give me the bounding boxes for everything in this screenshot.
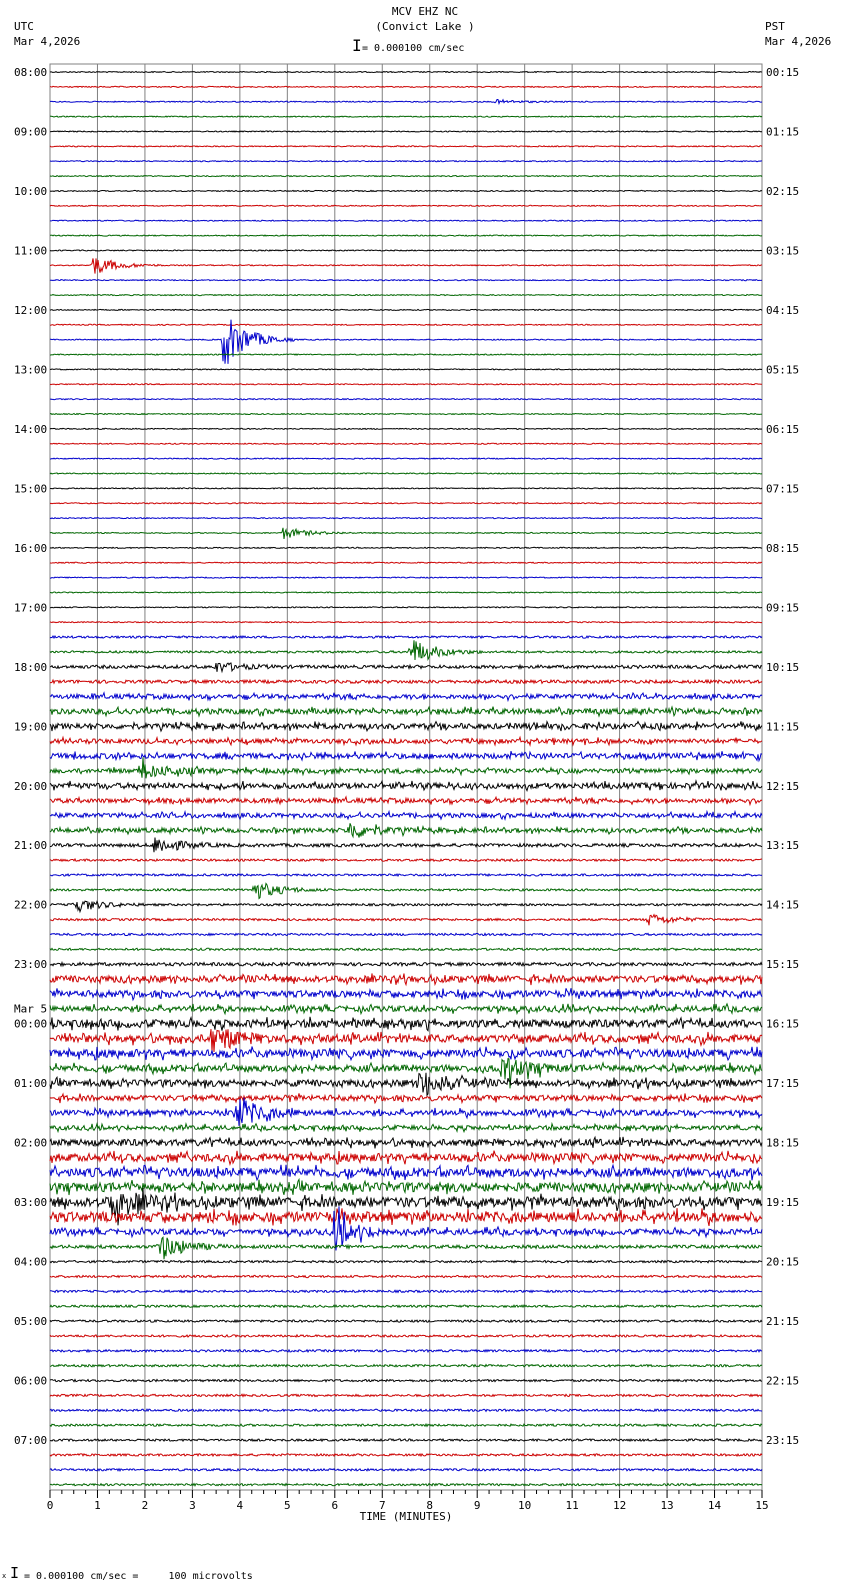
seismic-trace <box>50 823 762 837</box>
right-timezone: PST <box>765 20 785 33</box>
seismic-trace <box>50 176 762 177</box>
seismic-trace <box>50 1237 762 1259</box>
pst-hour-label: 08:15 <box>766 541 800 555</box>
pst-hour-label: 15:15 <box>766 958 800 972</box>
seismic-trace <box>50 948 762 950</box>
seismic-trace <box>50 737 762 745</box>
utc-hour-label: 21:00 <box>14 839 48 853</box>
seismic-trace <box>50 1261 762 1263</box>
x-tick-label: 1 <box>94 1499 101 1512</box>
seismic-trace <box>50 901 762 912</box>
seismic-trace <box>50 1320 762 1322</box>
seismic-trace <box>50 235 762 236</box>
seismic-trace <box>50 72 762 73</box>
seismic-trace <box>50 369 762 370</box>
seismic-trace <box>50 295 762 296</box>
x-tick-label: 11 <box>565 1499 579 1512</box>
x-tick-label: 13 <box>660 1499 674 1512</box>
seismic-trace <box>50 751 762 761</box>
x-tick-label: 15 <box>755 1499 769 1512</box>
pst-hour-label: 13:15 <box>766 839 800 853</box>
x-tick-label: 10 <box>518 1499 532 1512</box>
seismic-trace <box>50 309 762 310</box>
utc-hour-label: 05:00 <box>14 1315 48 1329</box>
pst-hour-label: 01:15 <box>766 125 800 139</box>
seismic-trace <box>50 963 762 966</box>
seismic-trace <box>50 280 762 281</box>
seismic-trace <box>50 1469 762 1471</box>
utc-hour-label: 12:00 <box>14 303 48 317</box>
seismic-trace <box>50 1454 762 1456</box>
seismic-trace <box>50 680 762 683</box>
seismic-trace <box>50 1029 762 1052</box>
seismic-trace <box>50 640 762 660</box>
x-tick-label: 9 <box>473 1499 481 1512</box>
pst-hour-label: 14:15 <box>766 898 800 912</box>
seismic-trace <box>50 220 762 221</box>
utc-hour-label: 11:00 <box>14 244 48 258</box>
seismic-trace <box>50 190 762 191</box>
seismic-trace <box>50 131 762 132</box>
x-tick-label: 4 <box>236 1499 244 1512</box>
seismic-trace <box>50 443 762 444</box>
pst-hour-label: 21:15 <box>766 1315 800 1329</box>
seismic-trace <box>50 874 762 876</box>
utc-hour-label: 22:00 <box>14 898 48 912</box>
pst-hour-label: 02:15 <box>766 184 800 198</box>
utc-hour-label: 18:00 <box>14 660 48 674</box>
seismic-trace <box>50 161 762 162</box>
seismic-trace <box>50 1394 762 1396</box>
seismic-trace <box>50 915 762 926</box>
seismic-trace <box>50 1290 762 1292</box>
seismic-trace <box>50 399 762 400</box>
seismic-trace <box>50 622 762 623</box>
x-tick-label: 3 <box>189 1499 196 1512</box>
pst-hour-label: 03:15 <box>766 244 800 258</box>
seismic-trace <box>50 1350 762 1352</box>
seismic-trace <box>50 1180 762 1196</box>
utc-hour-label: 03:00 <box>14 1196 48 1210</box>
seismic-trace <box>50 1365 762 1367</box>
seismic-trace <box>50 562 762 563</box>
seismic-trace <box>50 1151 762 1165</box>
pst-hour-label: 17:15 <box>766 1077 800 1091</box>
x-tick-label: 6 <box>331 1499 339 1512</box>
seismic-trace <box>50 518 762 519</box>
utc-hour-label: 04:00 <box>14 1255 48 1269</box>
footer-scale-bar-icon: I <box>10 1564 20 1582</box>
station-title: MCV EHZ NC <box>391 5 459 18</box>
seismic-trace <box>50 414 762 415</box>
utc-hour-label: 01:00 <box>14 1077 48 1091</box>
seismic-trace <box>50 607 762 608</box>
pst-hour-label: 19:15 <box>766 1196 800 1210</box>
seismic-trace <box>50 663 762 672</box>
seismic-trace <box>50 1047 762 1061</box>
seismic-trace <box>50 1380 762 1382</box>
seismic-trace <box>50 838 762 853</box>
pst-hour-label: 07:15 <box>766 482 800 496</box>
x-tick-label: 5 <box>284 1499 291 1512</box>
pst-hour-label: 23:15 <box>766 1434 800 1448</box>
seismic-trace <box>50 146 762 147</box>
seismic-trace <box>50 1206 762 1250</box>
seismic-trace <box>50 547 762 548</box>
seismic-trace <box>50 636 762 638</box>
seismic-trace <box>50 1093 762 1103</box>
seismic-trace <box>50 707 762 717</box>
pst-hour-label: 12:15 <box>766 779 800 793</box>
seismic-trace <box>50 1004 762 1014</box>
pst-hour-label: 10:15 <box>766 660 800 674</box>
seismic-trace <box>50 797 762 805</box>
seismic-trace <box>50 528 762 539</box>
seismic-trace <box>50 1165 762 1181</box>
date-change-label: Mar 5 <box>14 1002 48 1016</box>
seismic-trace <box>50 781 762 791</box>
utc-hour-label: 02:00 <box>14 1136 48 1150</box>
pst-hour-label: 20:15 <box>766 1255 800 1269</box>
x-tick-label: 14 <box>707 1499 722 1512</box>
seismic-trace <box>50 1439 762 1441</box>
seismic-trace <box>50 324 762 325</box>
seismic-trace <box>50 1275 762 1277</box>
seismic-trace <box>50 1424 762 1426</box>
seismic-trace <box>50 884 762 899</box>
utc-hour-label: 15:00 <box>14 482 48 496</box>
x-tick-label: 2 <box>141 1499 149 1512</box>
pst-hour-label: 16:15 <box>766 1017 800 1031</box>
footer-marker-icon: x <box>2 1572 7 1580</box>
pst-hour-label: 05:15 <box>766 363 800 377</box>
x-tick-label: 12 <box>612 1499 627 1512</box>
seismic-trace <box>50 384 762 385</box>
seismic-trace <box>50 1073 762 1096</box>
seismic-trace <box>50 258 762 273</box>
seismic-trace <box>50 205 762 206</box>
footer-scale-note: = 0.000100 cm/sec = 100 microvolts <box>24 1571 253 1582</box>
seismic-trace <box>50 812 762 820</box>
pst-hour-label: 04:15 <box>766 303 800 317</box>
pst-hour-label: 22:15 <box>766 1374 800 1388</box>
x-axis-label: TIME (MINUTES) <box>359 1510 453 1523</box>
seismic-trace <box>50 1484 762 1486</box>
seismic-trace <box>50 86 762 87</box>
utc-hour-label: 07:00 <box>14 1434 48 1448</box>
utc-hour-label: 09:00 <box>14 125 48 139</box>
seismic-trace <box>50 1098 762 1126</box>
utc-hour-label: 08:00 <box>14 66 48 79</box>
utc-hour-label: 20:00 <box>14 779 48 793</box>
seismic-trace <box>50 250 762 251</box>
seismic-trace <box>50 973 762 985</box>
utc-hour-label: 00:00 <box>14 1017 48 1031</box>
seismic-trace <box>50 320 762 364</box>
pst-hour-label: 06:15 <box>766 422 800 436</box>
left-date: Mar 4,2026 <box>14 35 81 48</box>
right-date: Mar 4,2026 <box>765 35 832 48</box>
seismic-trace <box>50 757 762 778</box>
seismic-trace <box>50 473 762 474</box>
seismic-trace <box>50 988 762 1000</box>
seismic-trace <box>50 1017 762 1031</box>
seismic-trace <box>50 428 762 429</box>
utc-hour-label: 17:00 <box>14 601 48 615</box>
utc-hour-label: 13:00 <box>14 363 48 377</box>
seismic-trace <box>50 1208 762 1226</box>
pst-hour-label: 09:15 <box>766 601 800 615</box>
seismic-trace <box>50 116 762 117</box>
x-tick-label: 0 <box>46 1499 54 1512</box>
seismic-trace <box>50 859 762 861</box>
seismic-trace <box>50 1305 762 1307</box>
seismic-trace <box>50 458 762 459</box>
seismic-trace <box>50 933 762 935</box>
seismic-trace <box>50 721 762 731</box>
x-tick-label: 7 <box>378 1499 386 1512</box>
pst-hour-label: 00:15 <box>766 66 800 79</box>
seismic-trace <box>50 592 762 593</box>
seismic-trace <box>50 1188 762 1225</box>
utc-hour-label: 19:00 <box>14 720 48 734</box>
utc-hour-label: 14:00 <box>14 422 48 436</box>
utc-hour-label: 06:00 <box>14 1374 48 1388</box>
scale-label: = 0.000100 cm/sec <box>362 43 465 54</box>
left-timezone: UTC <box>14 20 34 33</box>
seismic-trace <box>50 693 762 701</box>
seismic-trace <box>50 100 762 104</box>
seismic-trace <box>50 1124 762 1132</box>
seismic-trace <box>50 488 762 489</box>
seismic-trace <box>50 354 762 355</box>
x-tick-label: 8 <box>426 1499 434 1512</box>
scale-bar-icon: I <box>352 36 362 55</box>
seismic-trace <box>50 577 762 578</box>
pst-hour-label: 18:15 <box>766 1136 800 1150</box>
station-location: (Convict Lake ) <box>375 20 475 33</box>
utc-hour-label: 10:00 <box>14 184 48 198</box>
utc-hour-label: 23:00 <box>14 958 48 972</box>
pst-hour-label: 11:15 <box>766 720 800 734</box>
seismic-trace <box>50 1335 762 1337</box>
utc-hour-label: 16:00 <box>14 541 48 555</box>
seismic-trace <box>50 1409 762 1411</box>
seismic-trace <box>50 503 762 504</box>
seismic-trace <box>50 1137 762 1149</box>
